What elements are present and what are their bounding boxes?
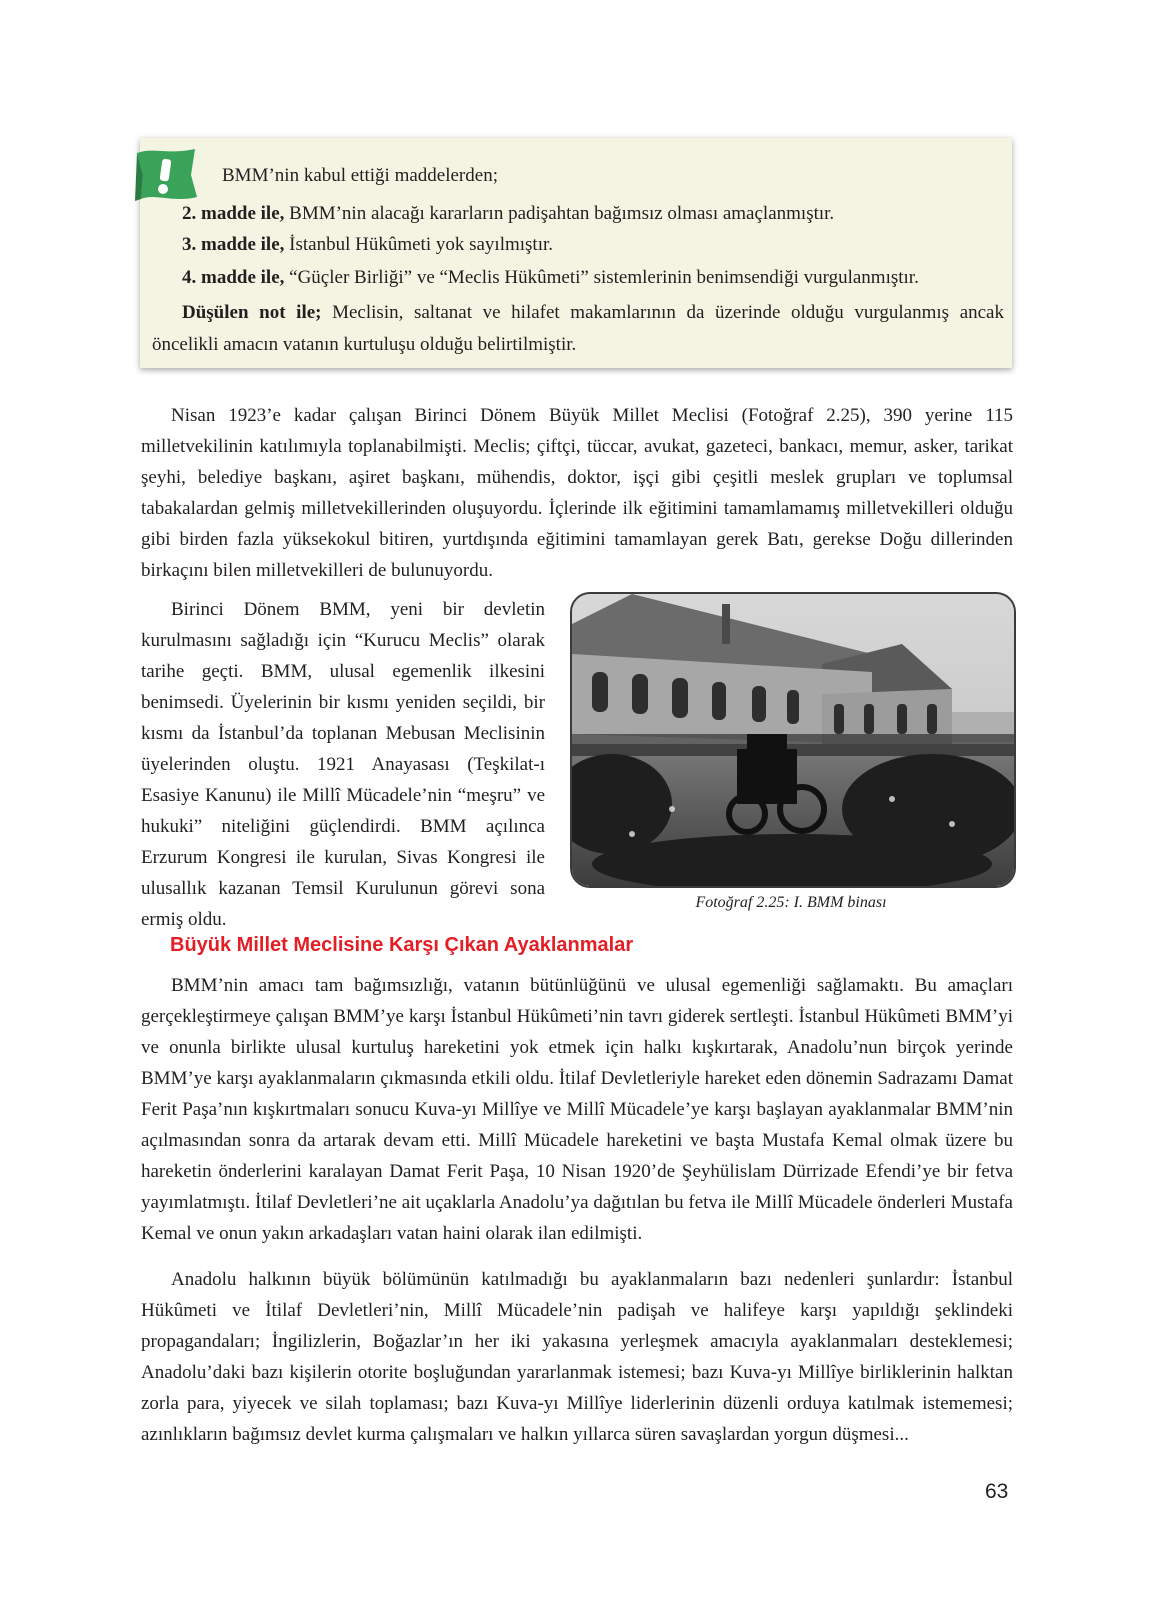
note-item-label: 3. madde ile,	[182, 234, 285, 255]
photo-caption: Fotoğraf 2.25: I. BMM binası	[695, 894, 887, 911]
note-item	[182, 198, 834, 230]
note-item	[182, 229, 553, 261]
note-intro: BMM’nin kabul ettiği maddelerden;	[222, 165, 498, 186]
note-item-text: BMM’nin alacağı kararların padişahtan bağımsız olması amaçlanmıştır.	[284, 203, 835, 224]
bmm-building-photo	[570, 592, 1016, 888]
note-item-label: 2. madde ile,	[182, 203, 285, 224]
note-item	[182, 262, 919, 294]
note-footnote-label: Düşülen not ile;	[182, 302, 322, 323]
body-paragraph: Birinci Dönem BMM, yeni bir devletin kurulmasını sağladığı için “Kurucu Meclis” olarak tarihe geçti. BMM, ulusal egemenlik ilkesini benimsedi. Üyelerinin bir kısmı yeniden seçildi, bir kısmı da İstanbul’da toplanan Mebusan Meclisinin üyelerinden oluştu. 1921 Anayasası (Teşkilat-ı Esasiye Kanunu) ile Millî Mücadele’nin “meşru” ve hukuki” niteliğini güçlendirdi. BMM açılınca Erzurum Kongresi ile kurulan, Sivas Kongresi ile ulusallık kazanan Temsil Kurulunun görevi sona ermiş oldu.	[141, 599, 545, 930]
note-item-label: 4. madde ile,	[182, 267, 285, 288]
note-footnote-text: Meclisin, saltanat ve hilafet makamlarının da üzerinde olduğu vurgulanmış ancak öncelikli amacın vatanın kurtuluşu olduğu belirtilmiştir.	[152, 302, 1004, 355]
body-paragraph: BMM’nin amacı tam bağımsızlığı, vatanın bütünlüğünü ve ulusal egemenliği sağlamaktı. Bu amaçları gerçekleştirmeye çalışan BMM’ye karşı İstanbul Hükûmeti’nin tavrı giderek sertleşti. İstanbul Hükûmeti BMM’yi ve onunla birlikte ulusal kurtuluş hareketini yok etmek için halkı kışkırtarak, Anadolu’nun birçok yerinde BMM’ye karşı ayaklanmaların çıkmasında etkili oldu. İtilaf Devletleriyle hareket eden dönemin Sadrazamı Damat Ferit Paşa’nın kışkırtmaları sonucu Kuva-yı Millîye ve Millî Mücadele’ye karşı başlayan ayaklanmalar BMM’nin açılmasından sonra da artarak devam etti. Millî Mücadele hareketini ve başta Mustafa Kemal olmak üzere bu hareketin önderlerini karalayan Damat Ferit Paşa, 10 Nisan 1920’de Şeyhülislam Dürrizade Efendi’ye bir fetva yayımlatmıştı. İtilaf Devletleri’ne ait uçaklarla Anadolu’ya dağıtılan bu fetva ile Millî Mücadele önderleri Mustafa Kemal ve onun yakın arkadaşları vatan haini olarak ilan edilmişti.	[141, 975, 1013, 1244]
body-paragraph: Nisan 1923’e kadar çalışan Birinci Dönem Büyük Millet Meclisi (Fotoğraf 2.25), 390 yerine 115 milletvekilinin katılımıyla toplanabilmişti. Meclis; çiftçi, tüccar, avukat, gazeteci, bankacı, memur, asker, tarikat şeyhi, belediye başkanı, aşiret başkanı, mühendis, doktor, işçi gibi çeşitli meslek grupları ve toplumsal tabakalardan gelmiş milletvekillerinden oluşuyordu. İçlerinde ilk eğitimini tamamlamamış milletvekilleri olduğu gibi birden fazla yüksekokul bitiren, yurtdışında eğitimini tamamlayan gerek Batı, gerekse Doğu dillerinden birkaçını bilen milletvekilleri de bulunuyordu.	[141, 405, 1013, 581]
note-box	[140, 138, 1012, 368]
page-number: 63	[985, 1480, 1009, 1503]
body-paragraph: Anadolu halkının büyük bölümünün katılmadığı bu ayaklanmaların bazı nedenleri şunlardır: İstanbul Hükûmeti ve İtilaf Devletleri’nin, Millî Mücadele’nin padişah ve halifeye karşı yapıldığı şeklindeki propagandaları; İngilizlerin, Boğazlar’ın her iki yakasına yerleşmek amacıyla ayaklanmaları desteklemesi; Anadolu’daki bazı kişilerin otorite boşluğundan yararlanmak istemesi; bazı Kuva-yı Millîye birliklerinin halktan zorla para, yiyecek ve silah toplaması; bazı Kuva-yı Millîye liderlerinin düzenli orduya katılmak istememesi; azınlıkların bağımsız devlet kurma çalışmaları ve halkın yıllarca süren savaşlardan yorgun düşmesi...	[141, 1269, 1013, 1445]
note-item-text: İstanbul Hükûmeti yok sayılmıştır.	[284, 234, 554, 255]
note-footnote	[152, 297, 1004, 360]
section-heading: Büyük Millet Meclisine Karşı Çıkan Ayaklanmalar	[170, 934, 634, 956]
exclamation-flag-icon	[133, 145, 201, 205]
note-item-text: “Güçler Birliği” ve “Meclis Hükûmeti” sistemlerinin benimsendiği vurgulanmıştır.	[284, 267, 919, 288]
